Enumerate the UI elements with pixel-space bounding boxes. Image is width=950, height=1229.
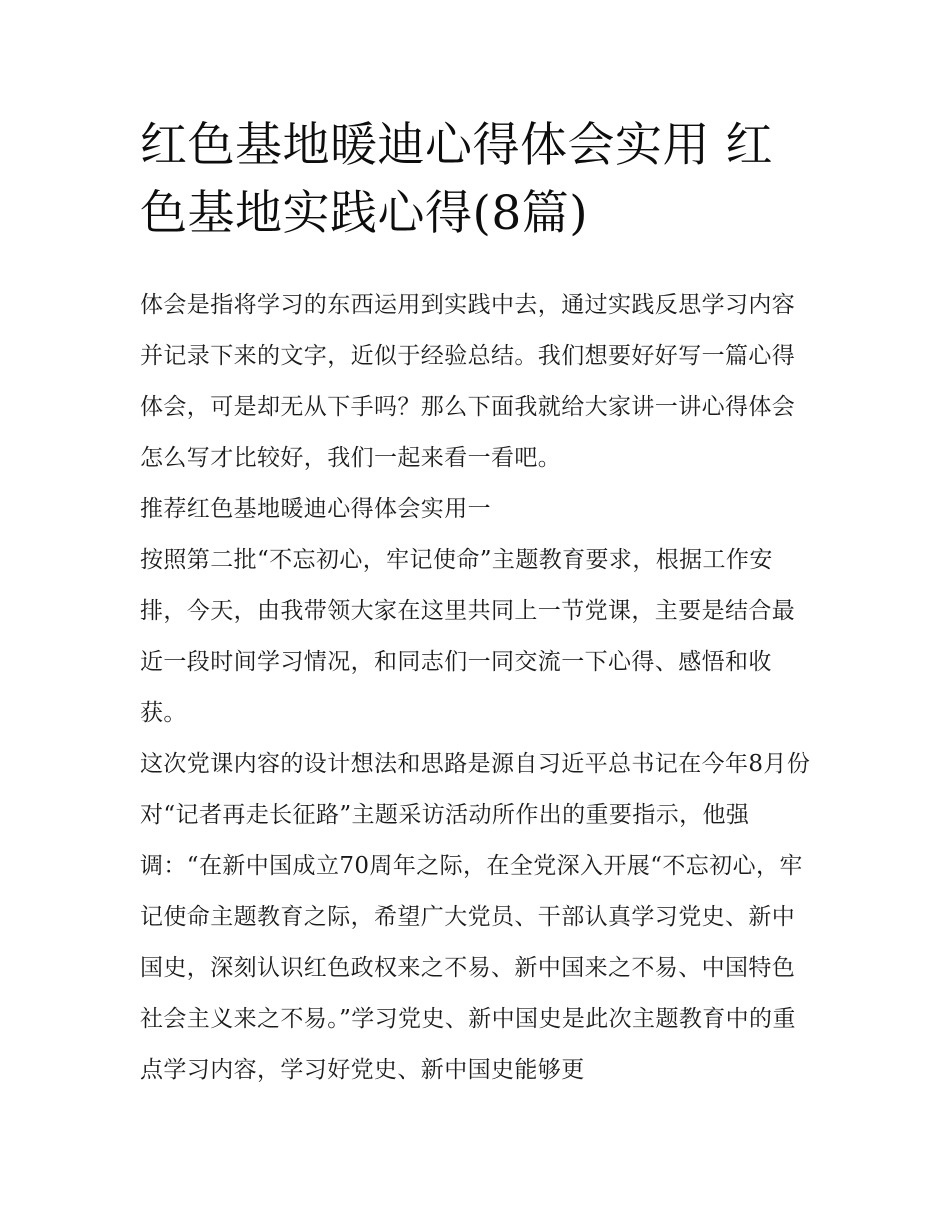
section-heading: 推荐红色基地暖迪心得体会实用一 [140,496,491,522]
intro-paragraph: 体会是指将学习的东西运用到实践中去，通过实践反思学习内容并记录下来的文字，近似于经验总结。我们想要好好写一篇心得体会，可是却无从下手吗？那么下面我就给大家讲一讲心得体会怎么写才比较好，我们一起来看一看吧。 [140,292,796,471]
body-paragraph: 按照第二批“不忘初心，牢记使命”主题教育要求，根据工作安排，今天，由我带领大家在这里共同上一节党课，主要是结合最近一段时间学习情况，和同志们一同交流一下心得、感悟和收获。 [140,547,796,726]
document-title: 红色基地暖迪心得体会实用 红色基地实践心得(8篇) [140,118,773,241]
document-body [140,280,816,1096]
body-paragraph: 这次党课内容的设计想法和思路是源自习近平总书记在今年8月份对“记者再走长征路”主题采访活动所作出的重要指示，他强调：“在新中国成立70周年之际，在全党深入开展“不忘初心，牢记使命主题教育之际，希望广大党员、干部认真学习党史、新中国史，深刻认识红色政权来之不易、新中国来之不易、中国特色社会主义来之不易。”学习党史、新中国史是此次主题教育中的重点学习内容，学习好党史、新中国史能够更 [140,751,811,1083]
